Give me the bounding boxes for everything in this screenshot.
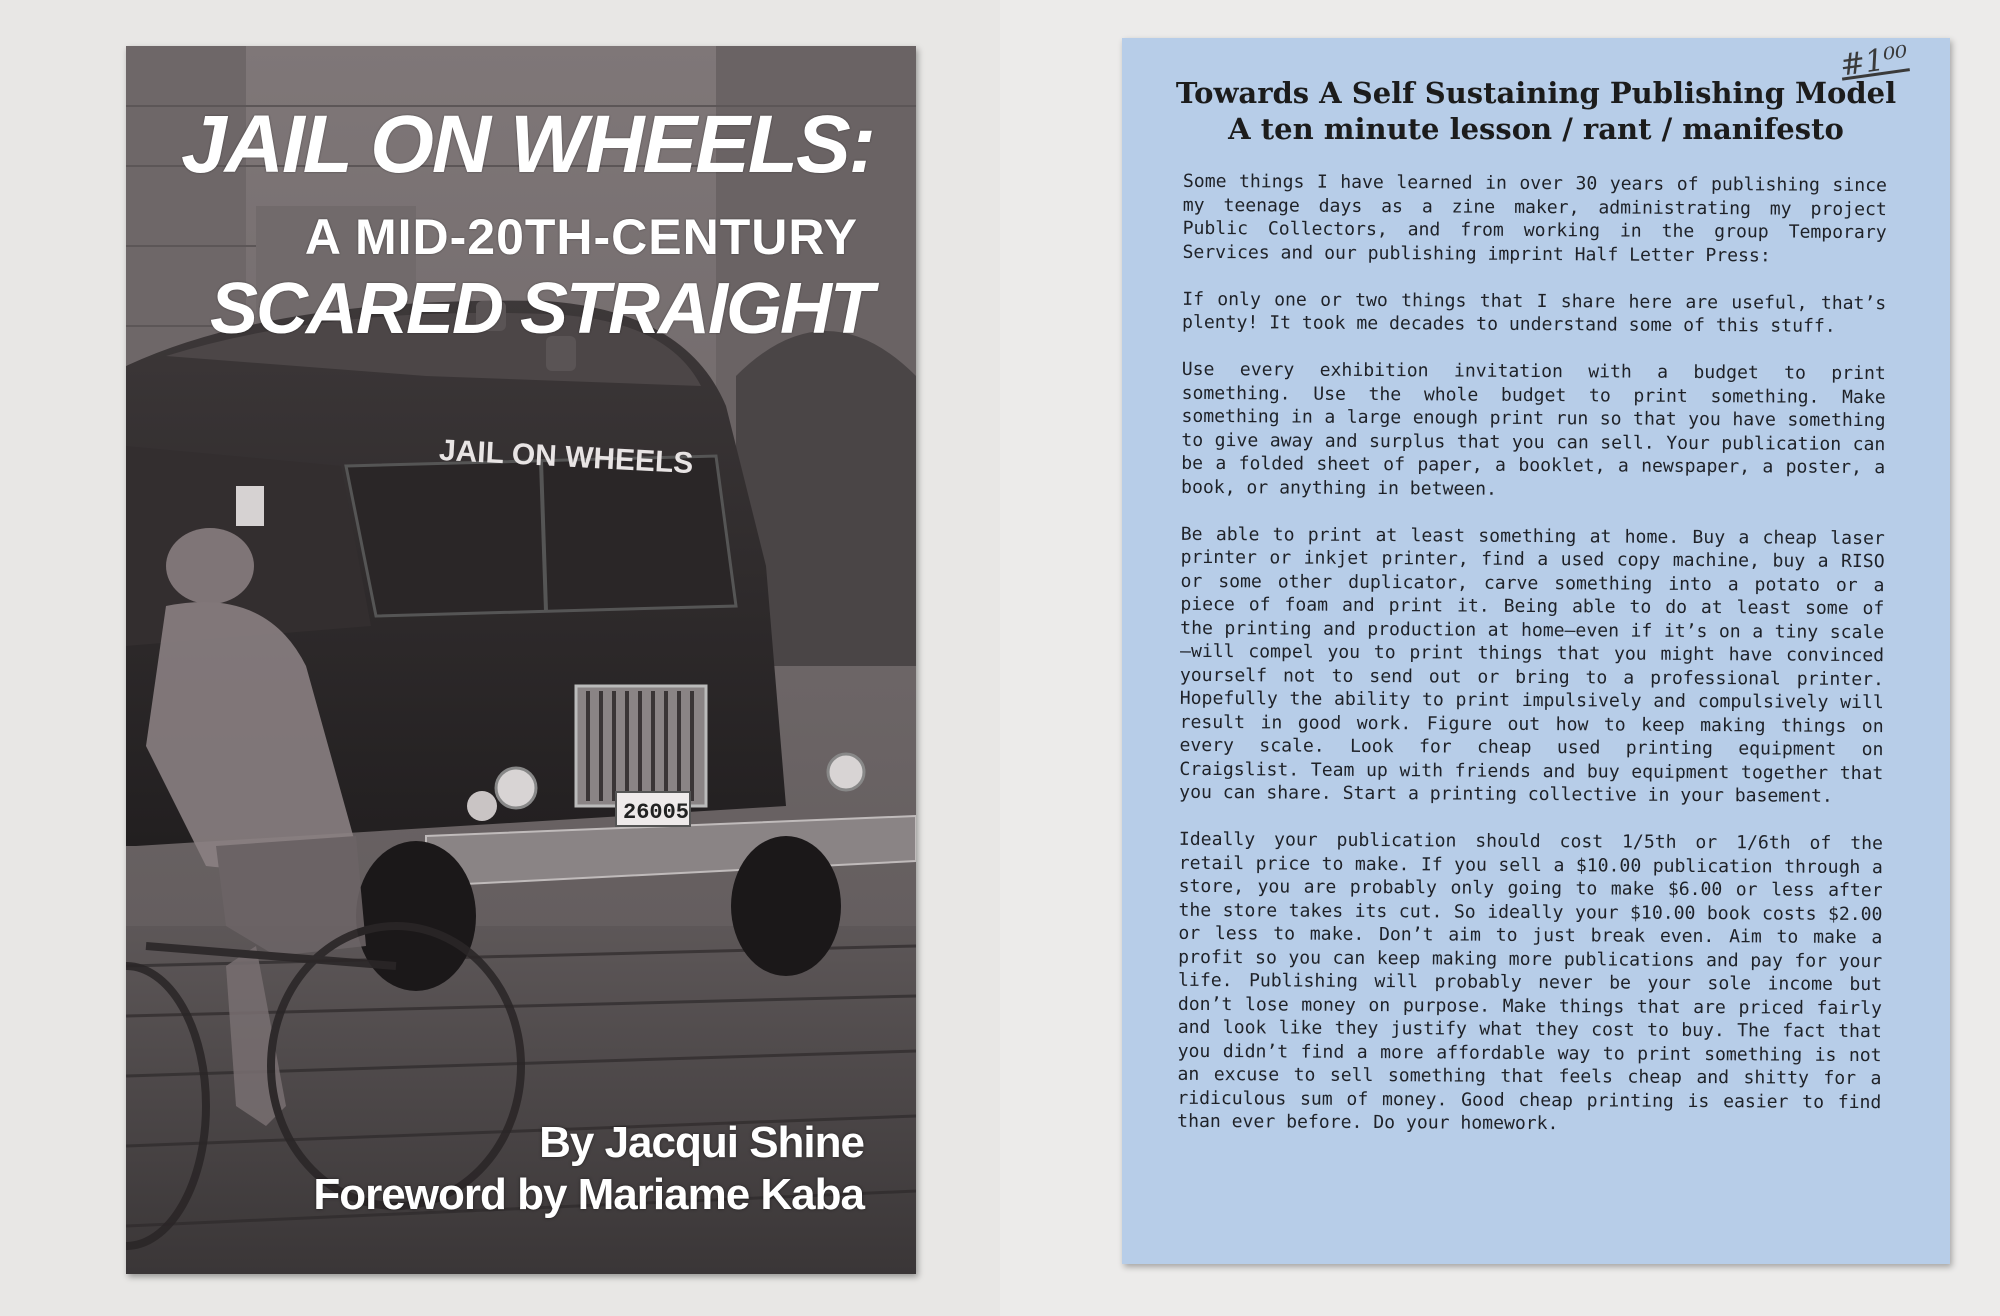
flyer-paragraph: Ideally your publication should cost 1/5th or 1/6th of the retail price to make. If you sell a $10.00 publication through a store, you are probably only going to make $6.00 or less after the store takes its cut. So ideally your $10.00 book costs $2.00 or less to make. Don’t aim to just break even. Aim to make a profit so you can keep making more publications and pay for your life. Publishing will probably never be your sole income but don’t lose money on purpose. Make things that are priced fairly and look like they justify what they cost to buy. The fact that you didn’t find a more affordable way to print something is not an excuse to sell something that feels cheap and shitty for a ridiculous sum of money. Good cheap printing is easier to find than ever before. Do your homework. xyxy=(1177,828,1883,1135)
cover-title-line3: SCARED STRAIGHT xyxy=(209,269,872,349)
cover-title-line2: A MID-20TH-CENTURY xyxy=(304,209,858,265)
flyer-paragraph: Use every exhibition invitation with a budget to print something. Use the whole budget to print something. Make something in a large enough print run so that you have something to give away and surplus that you can sell. Your publication can be a folded sheet of paper, a booklet, a newspaper, a poster, a book, or anything in between. xyxy=(1181,358,1886,500)
manifesto-flyer xyxy=(1122,38,1950,1264)
flyer-subheading: A ten minute lesson / rant / manifesto xyxy=(1228,112,1844,146)
flyer-paragraph: If only one or two things that I share here are useful, that’s plenty! It took me decades to understand some of this stuff. xyxy=(1182,288,1887,337)
flyer-heading: Towards A Self Sustaining Publishing Model xyxy=(1175,76,1897,110)
book-cover xyxy=(126,46,916,1274)
cover-title-line1: JAIL ON WHEELS: xyxy=(181,99,874,190)
author-line: By Jacqui Shine xyxy=(539,1118,864,1167)
flyer-body xyxy=(1177,170,1887,1161)
flyer-paragraph: Be able to print at least something at home. Buy a cheap laser printer or inkjet printer, find a used copy machine, buy a RISO or some other duplicator, carve something into a potato or a piece of foam and print it. Being able to do at least some of the printing and production at home—even if it’s on a tiny scale—will compel you to print things that you might have convinced yourself not to send out or bring to a professional printer. Hopefully the ability to print impulsively and compulsively will result in good work. Figure out how to keep making things on every scale. Look for cheap used printing equipment on Craigslist. Team up with friends and buy equipment together that you can share. Start a printing collective in your basement. xyxy=(1179,523,1885,807)
foreword-line: Foreword by Mariame Kaba xyxy=(313,1170,864,1219)
handwritten-price: #1⁰⁰ xyxy=(1837,39,1911,84)
license-plate-text: 26005 xyxy=(623,800,690,825)
truck-sign-text: JAIL ON WHEELS xyxy=(438,433,695,481)
flyer-paragraph: Some things I have learned in over 30 years of publishing since my teenage days as a zine maker, administrating my project Public Collectors, and from working in the group Temporary Services and our publishing imprint Half Letter Press: xyxy=(1182,170,1888,266)
